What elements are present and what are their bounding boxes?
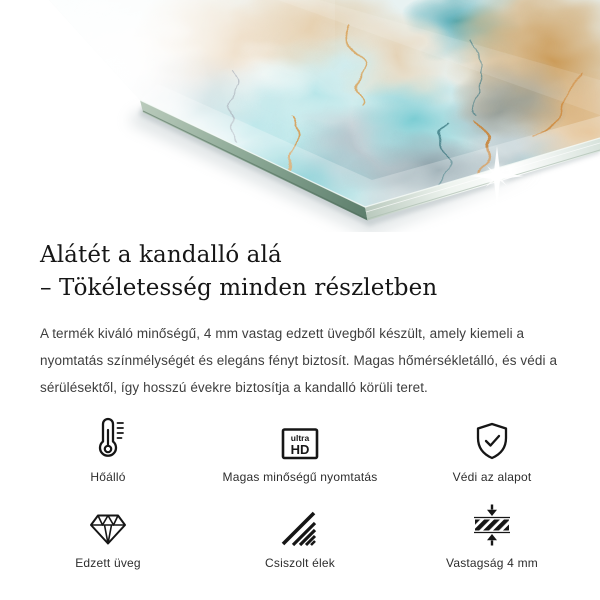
- feature-label: Hőálló: [90, 469, 126, 484]
- shield-check-icon: [473, 421, 511, 461]
- feature-item-heat-resistant: [12, 415, 204, 485]
- feature-item-thickness: [396, 501, 588, 571]
- feature-label: Edzett üveg: [75, 555, 141, 570]
- feature-item-print-quality: [204, 415, 396, 485]
- section-title: [40, 239, 560, 305]
- glass-panel-artwork: [0, 0, 600, 232]
- feature-item-protects-base: [396, 415, 588, 485]
- section-description: A termék kiváló minőségű, 4 mm vastag edzett üvegből készült, amely kiemeli a nyomtatás színmélységét és elegáns fényt biztosít. Magas hőmérsékletálló, és védi a sérülésektől, így hosszú évekre biztosítja a kandalló körüli teret.: [40, 326, 558, 395]
- thickness-arrows-icon: [471, 503, 513, 547]
- ultra-hd-icon-text-top: ultra: [290, 432, 310, 443]
- feature-item-tempered-glass: [12, 501, 204, 571]
- polished-edges-icon: [281, 511, 319, 547]
- feature-label: Csiszolt élek: [265, 555, 335, 570]
- features-grid: [12, 415, 588, 571]
- feature-label: Védi az alapot: [452, 469, 532, 484]
- feature-item-polished-edges: [204, 501, 396, 571]
- feature-label: Vastagság 4 mm: [446, 555, 538, 570]
- product-image: [0, 0, 600, 232]
- title-line-1: Alátét a kandalló alá: [40, 242, 282, 268]
- title-line-2: – Tökéletesség minden részletben: [40, 275, 438, 301]
- feature-label: Magas minőségű nyomtatás: [222, 469, 378, 484]
- ultra-hd-icon: [280, 427, 320, 461]
- thermometer-icon: [88, 415, 128, 461]
- section-content: [0, 239, 600, 571]
- diamond-icon: [88, 512, 128, 547]
- ultra-hd-icon-text-bottom: HD: [290, 441, 310, 457]
